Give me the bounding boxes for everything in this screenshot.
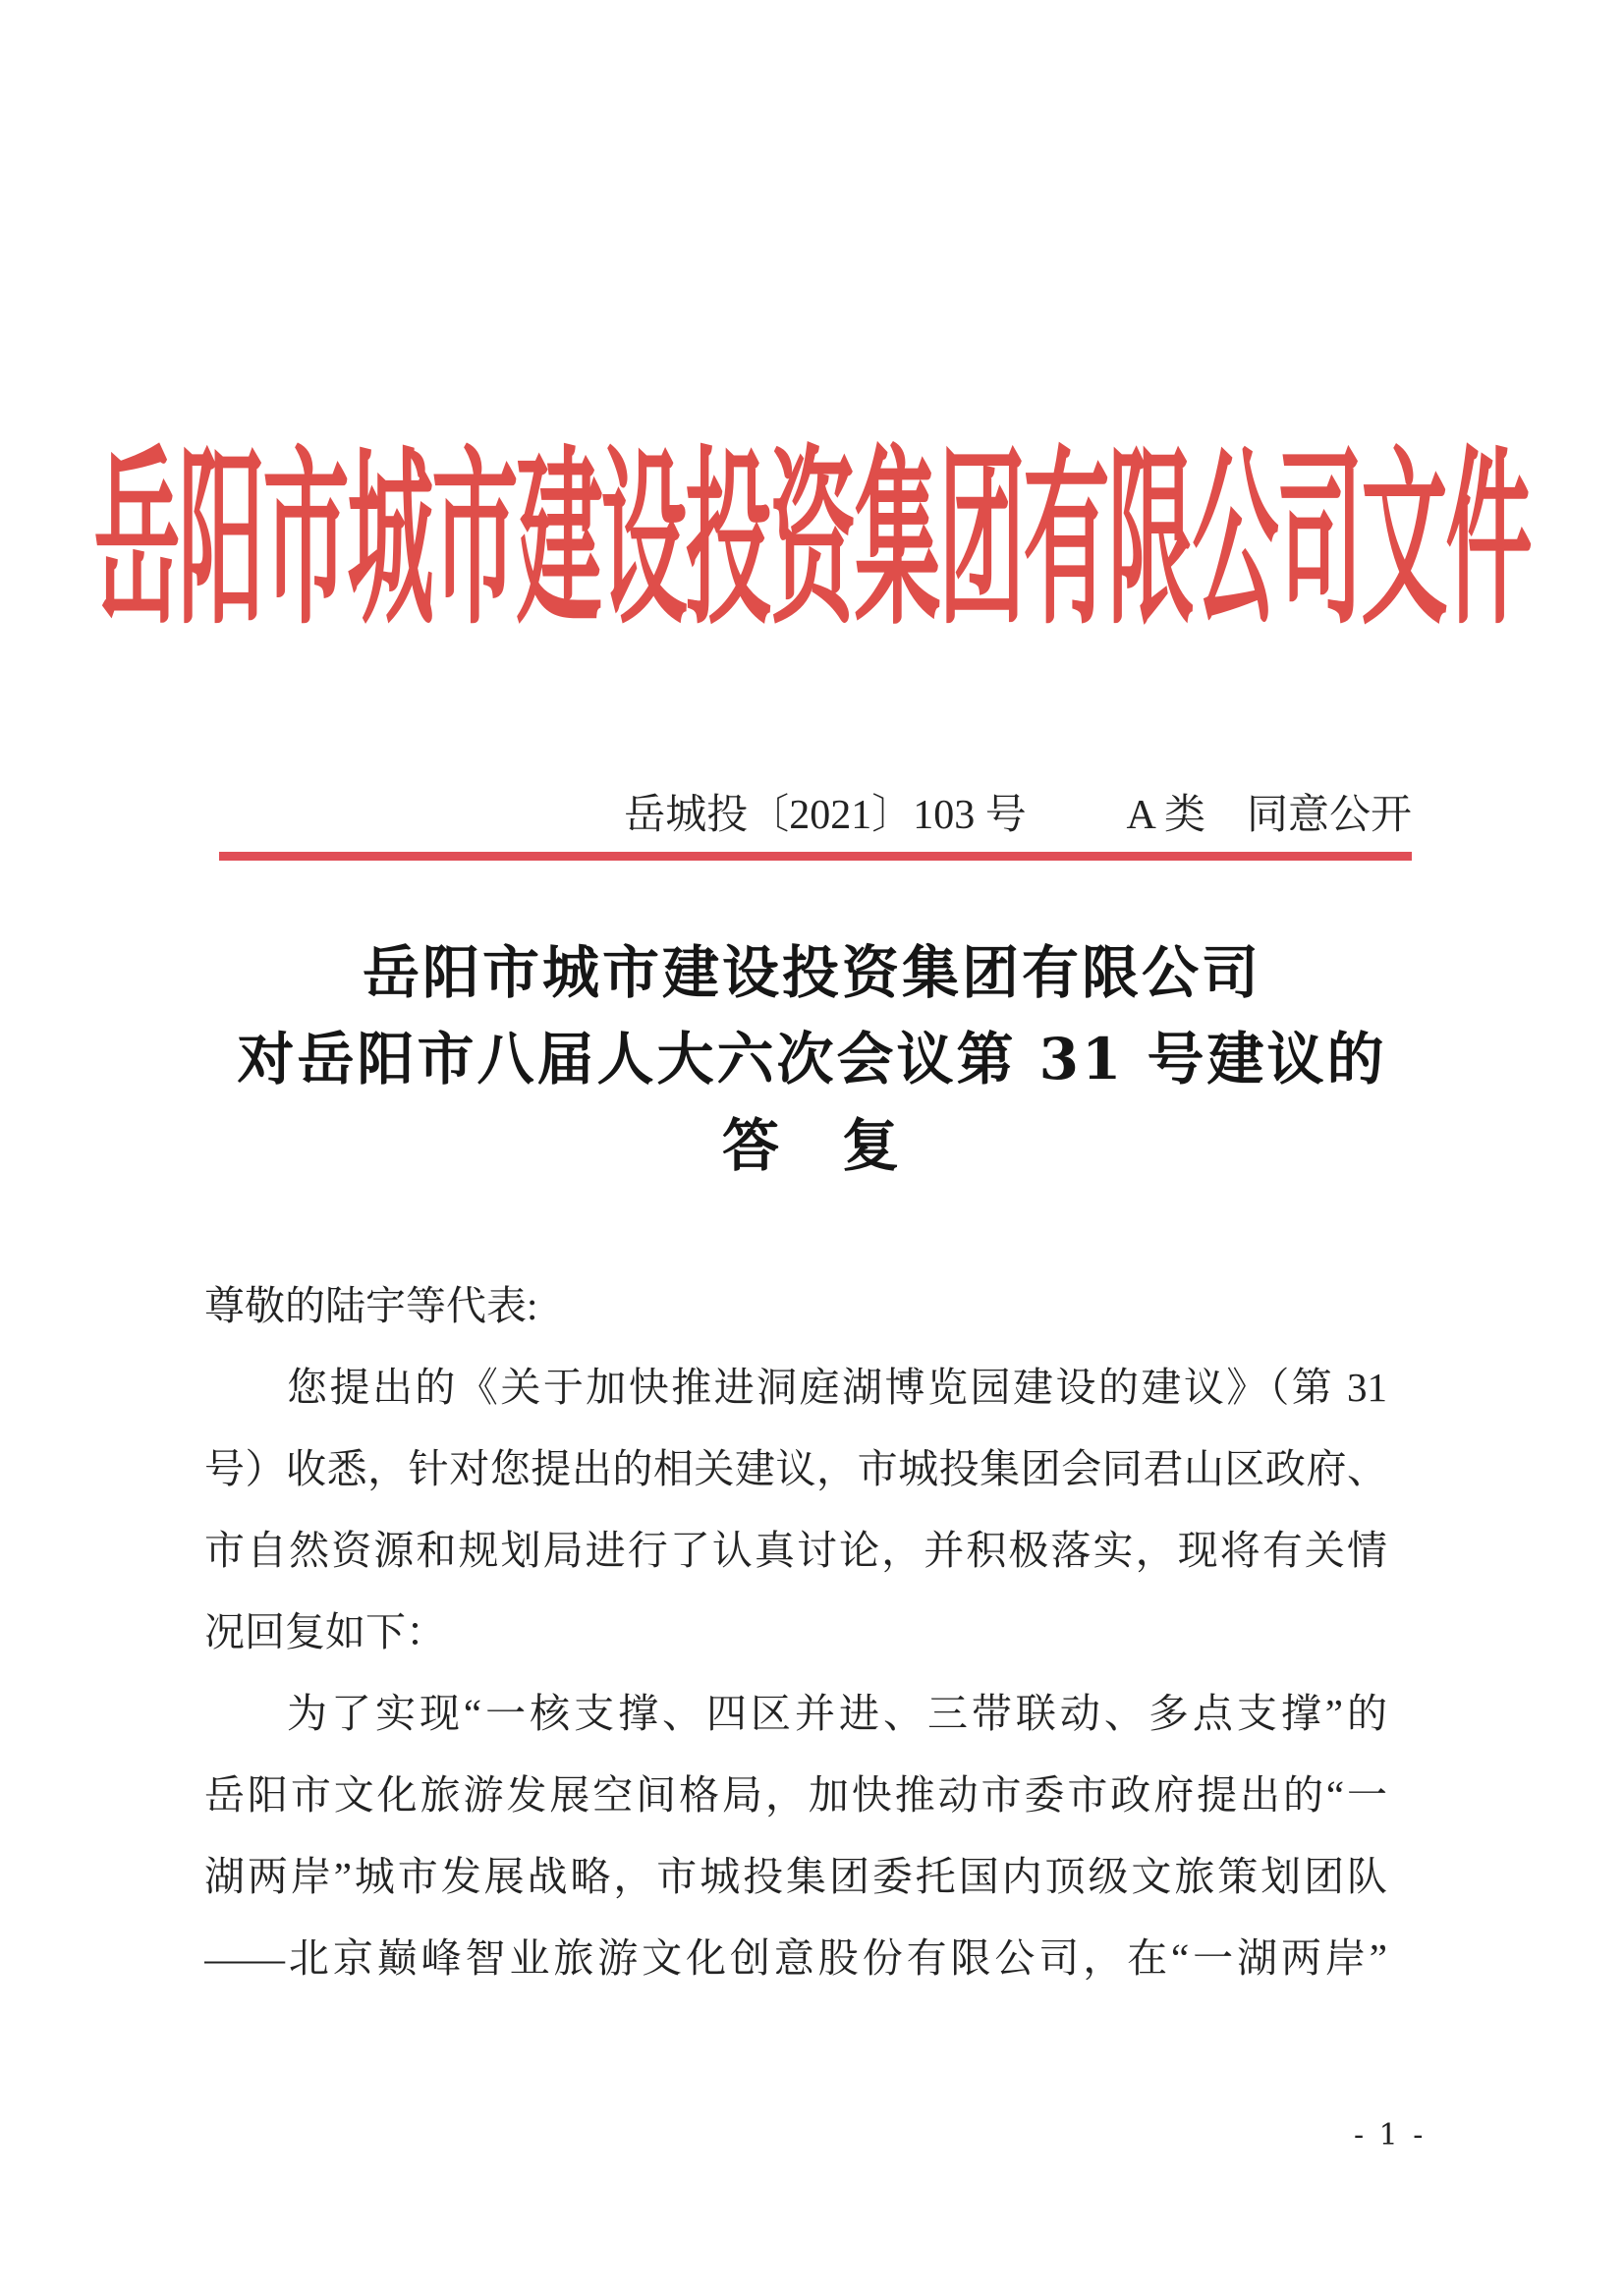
- document-number: 岳城投〔2021〕103 号: [624, 793, 1027, 838]
- title-line-1: 岳阳市城市建设投资集团有限公司: [362, 939, 1261, 1006]
- letterhead-title: 岳阳市城市建设投资集团有限公司文件: [93, 425, 1531, 651]
- classification-label: A 类 同意公开: [1126, 793, 1412, 838]
- body-line-4: 市自然资源和规划局进行了认真讨论，并积极落实，现将有关情: [204, 1528, 1387, 1573]
- title-line-3: 答 复: [721, 1112, 902, 1179]
- title-line-2: 对岳阳市八届人大六次会议第 31 号建议的: [237, 1026, 1387, 1092]
- body-line-8: 湖两岸”城市发展战略，市城投集团委托国内顶级文旅策划团队: [204, 1854, 1387, 1899]
- red-divider-line: [219, 852, 1412, 861]
- document-body: [204, 1265, 1387, 1999]
- document-meta-row: [219, 788, 1412, 843]
- body-line-5: 况回复如下：: [204, 1609, 446, 1654]
- body-line-6: 为了实现“一核支撑、四区并进、三带联动、多点支撑”的: [287, 1691, 1387, 1736]
- page-number: - 1 -: [1354, 2118, 1427, 2153]
- salutation-line: 尊敬的陆宇等代表:: [204, 1283, 538, 1328]
- body-line-7: 岳阳市文化旅游发展空间格局，加快推动市委市政府提出的“一: [204, 1772, 1387, 1818]
- body-line-9: ——北京巅峰智业旅游文化创意股份有限公司，在“一湖两岸”: [204, 1935, 1387, 1981]
- body-line-2: 您提出的《关于加快推进洞庭湖博览园建设的建议》（第 31: [287, 1365, 1387, 1410]
- body-line-3: 号）收悉，针对您提出的相关建议，市城投集团会同君山区政府、: [204, 1446, 1387, 1491]
- document-title: [0, 929, 1624, 1189]
